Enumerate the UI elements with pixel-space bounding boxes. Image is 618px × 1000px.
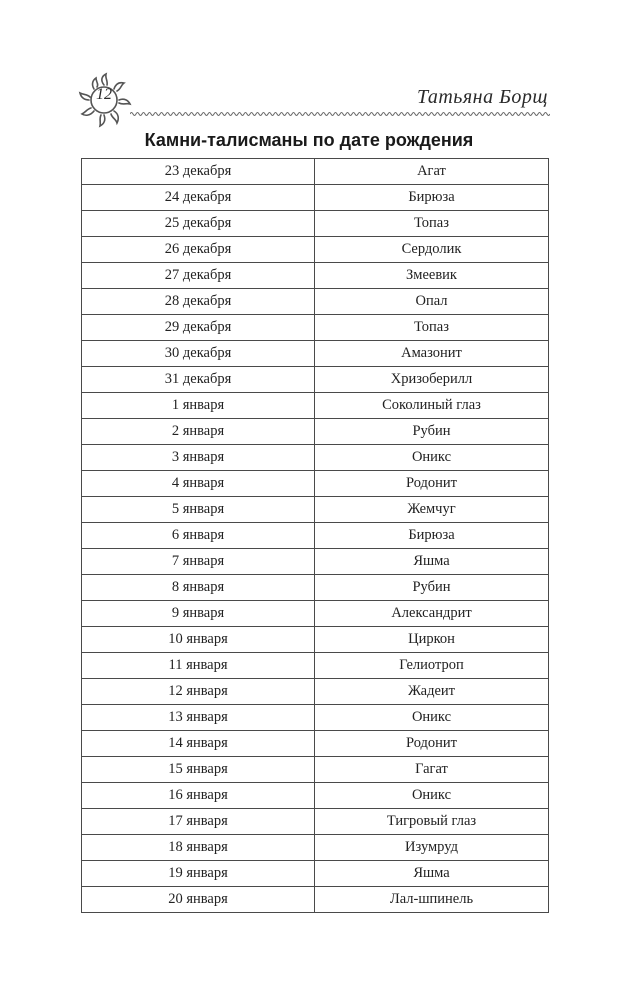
page-header — [0, 0, 618, 130]
table-row — [82, 367, 549, 393]
date-cell: 9 января — [82, 601, 315, 627]
date-cell: 14 января — [82, 731, 315, 757]
table-row — [82, 601, 549, 627]
date-cell: 25 декабря — [82, 211, 315, 237]
stone-cell: Гелиотроп — [315, 653, 549, 679]
table-row — [82, 783, 549, 809]
table-row — [82, 809, 549, 835]
stone-cell: Топаз — [315, 211, 549, 237]
stone-cell: Амазонит — [315, 341, 549, 367]
table-title: Камни-талисманы по дате рождения — [144, 130, 474, 150]
table-row — [82, 575, 549, 601]
stone-cell: Змеевик — [315, 263, 549, 289]
page-number: 12 — [96, 86, 112, 103]
date-cell: 27 декабря — [82, 263, 315, 289]
stone-cell: Сердолик — [315, 237, 549, 263]
date-cell: 1 января — [82, 393, 315, 419]
stone-cell: Агат — [315, 159, 549, 185]
stone-cell: Рубин — [315, 575, 549, 601]
table-row — [82, 523, 549, 549]
table-row — [82, 445, 549, 471]
stone-cell: Бирюза — [315, 523, 549, 549]
date-cell: 11 января — [82, 653, 315, 679]
date-cell: 5 января — [82, 497, 315, 523]
date-cell: 8 января — [82, 575, 315, 601]
date-cell: 16 января — [82, 783, 315, 809]
date-cell: 24 декабря — [82, 185, 315, 211]
date-cell: 20 января — [82, 887, 315, 913]
table-row — [82, 237, 549, 263]
date-cell: 7 января — [82, 549, 315, 575]
birthstones-table — [81, 158, 549, 913]
date-cell: 28 декабря — [82, 289, 315, 315]
stone-cell: Жадеит — [315, 679, 549, 705]
date-cell: 4 января — [82, 471, 315, 497]
date-cell: 6 января — [82, 523, 315, 549]
date-cell: 29 декабря — [82, 315, 315, 341]
table-row — [82, 471, 549, 497]
date-cell: 15 января — [82, 757, 315, 783]
date-cell: 26 декабря — [82, 237, 315, 263]
date-cell: 23 декабря — [82, 159, 315, 185]
stone-cell: Хризоберилл — [315, 367, 549, 393]
stone-cell: Тигровый глаз — [315, 809, 549, 835]
stone-cell: Лал-шпинель — [315, 887, 549, 913]
table-row — [82, 757, 549, 783]
table-row — [82, 835, 549, 861]
table-row — [82, 861, 549, 887]
table-row — [82, 497, 549, 523]
date-cell: 18 января — [82, 835, 315, 861]
table-row — [82, 341, 549, 367]
date-cell: 12 января — [82, 679, 315, 705]
table-row — [82, 627, 549, 653]
table-row — [82, 887, 549, 913]
table-row — [82, 679, 549, 705]
date-cell: 30 декабря — [82, 341, 315, 367]
date-cell: 10 января — [82, 627, 315, 653]
stone-cell: Родонит — [315, 731, 549, 757]
stone-cell: Родонит — [315, 471, 549, 497]
stone-cell: Циркон — [315, 627, 549, 653]
table-row — [82, 159, 549, 185]
date-cell: 17 января — [82, 809, 315, 835]
stone-cell: Оникс — [315, 783, 549, 809]
date-cell: 31 декабря — [82, 367, 315, 393]
wavy-divider — [130, 110, 550, 118]
table-row — [82, 185, 549, 211]
table-row — [82, 263, 549, 289]
table-row — [82, 549, 549, 575]
stone-cell: Изумруд — [315, 835, 549, 861]
table-row — [82, 731, 549, 757]
stone-cell: Бирюза — [315, 185, 549, 211]
table-row — [82, 211, 549, 237]
date-cell: 2 января — [82, 419, 315, 445]
stone-cell: Александрит — [315, 601, 549, 627]
stone-cell: Жемчуг — [315, 497, 549, 523]
stone-cell: Яшма — [315, 861, 549, 887]
table-row — [82, 289, 549, 315]
table-row — [82, 419, 549, 445]
table-row — [82, 705, 549, 731]
stone-cell: Яшма — [315, 549, 549, 575]
stone-cell: Оникс — [315, 705, 549, 731]
date-cell: 19 января — [82, 861, 315, 887]
stone-cell: Опал — [315, 289, 549, 315]
date-cell: 13 января — [82, 705, 315, 731]
date-cell: 3 января — [82, 445, 315, 471]
stone-cell: Соколиный глаз — [315, 393, 549, 419]
author-name: Татьяна Борщ — [416, 86, 548, 108]
stone-cell: Оникс — [315, 445, 549, 471]
table-row — [82, 393, 549, 419]
stone-cell: Рубин — [315, 419, 549, 445]
stone-cell: Топаз — [315, 315, 549, 341]
table-row — [82, 653, 549, 679]
table-row — [82, 315, 549, 341]
stone-cell: Гагат — [315, 757, 549, 783]
